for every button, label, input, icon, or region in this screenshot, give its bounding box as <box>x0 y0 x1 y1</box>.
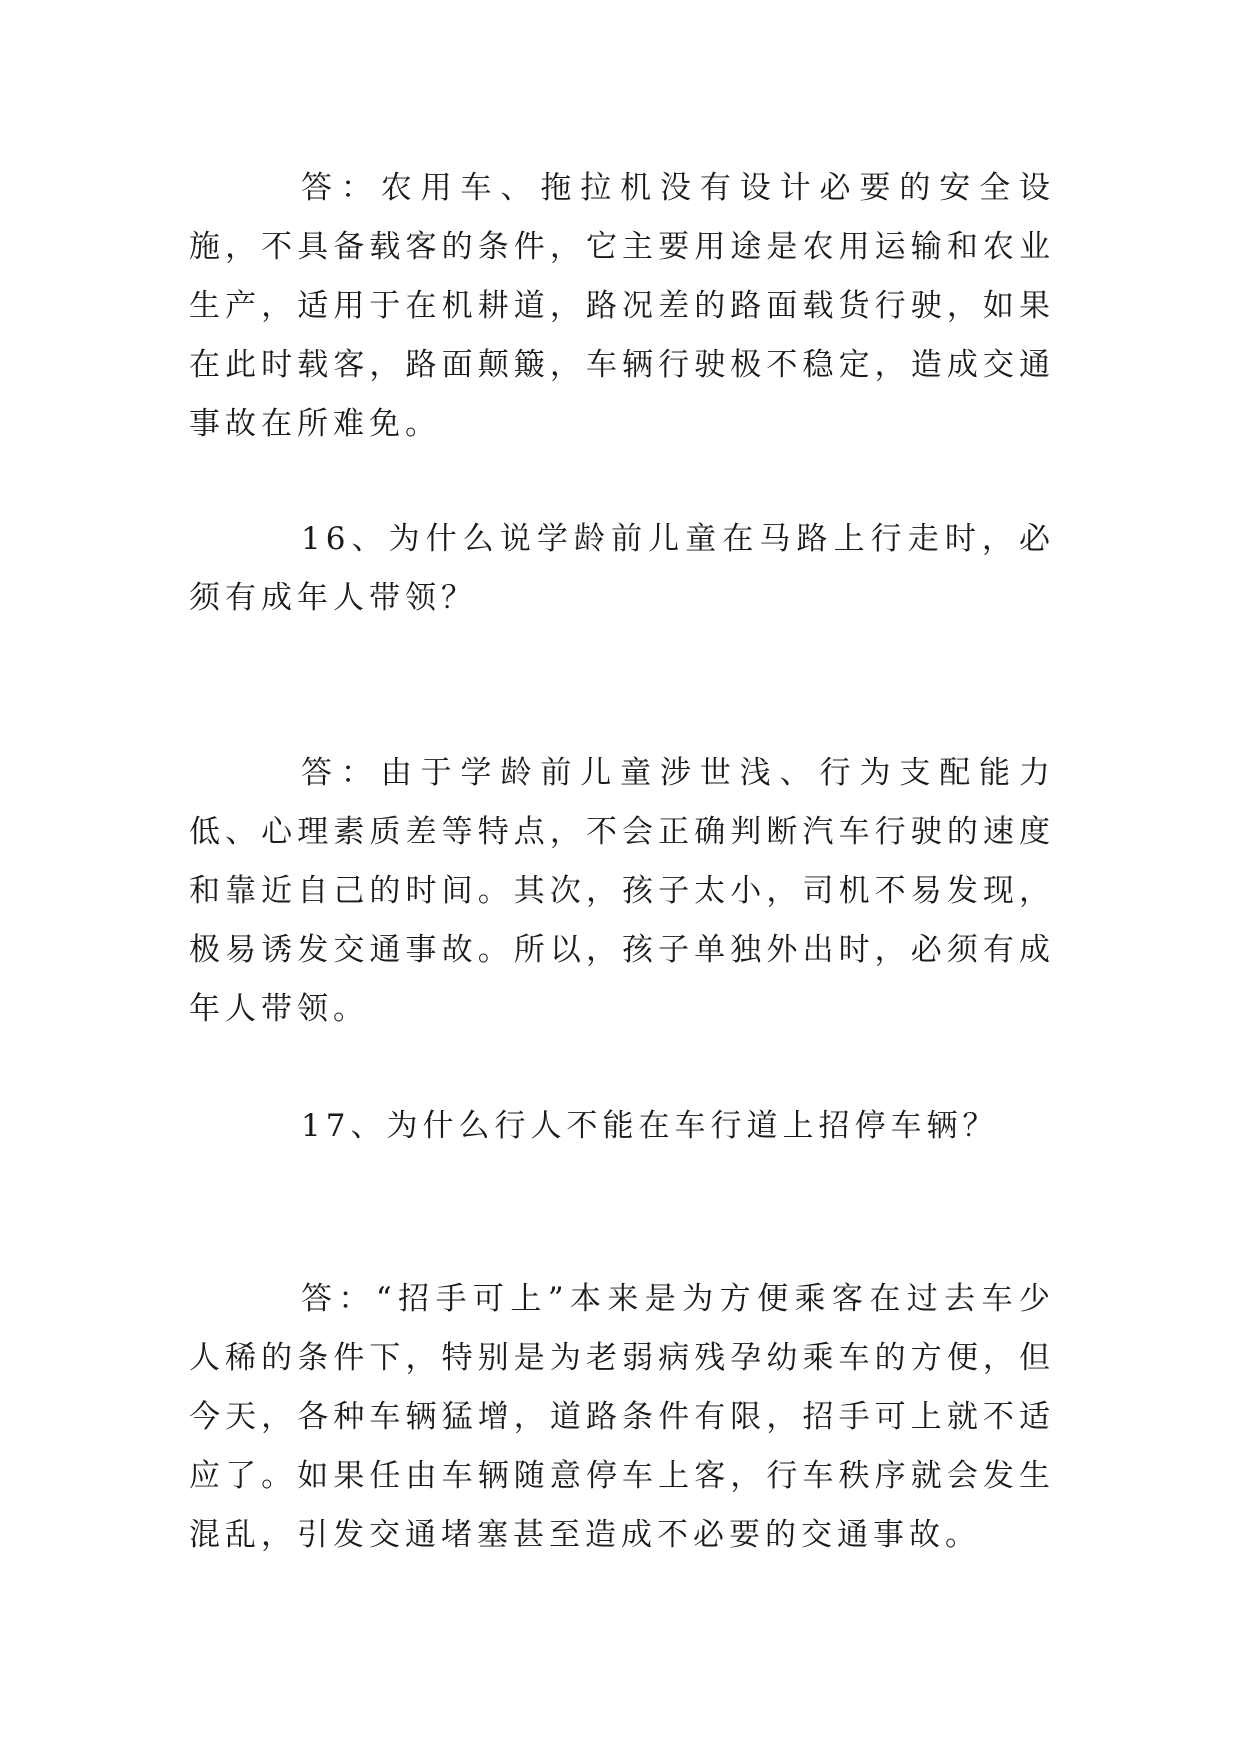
answer-paragraph-16: 答：由于学龄前儿童涉世浅、行为支配能力低、心理素质差等特点，不会正确判断汽车行驶的速度和靠近自己的时间。其次，孩子太小，司机不易发现，极易诱发交通事故。所以，孩子单独外出时，必须有成年人带领。 <box>189 755 1055 1027</box>
question-17-heading: 17、为什么行人不能在车行道上招停车辆？ <box>301 1108 999 1144</box>
answer-paragraph-17: 答：“招手可上”本来是为方便乘客在过去车少人稀的条件下，特别是为老弱病残孕幼乘车的方便，但今天，各种车辆猛增，道路条件有限，招手可上就不适应了。如果任由车辆随意停车上客，行车秩序就会发生混乱，引发交通堵塞甚至造成不必要的交通事故。 <box>189 1281 1055 1553</box>
answer-paragraph-15: 答：农用车、拖拉机没有设计必要的安全设施，不具备载客的条件，它主要用途是农用运输和农业生产，适用于在机耕道，路况差的路面载货行驶，如果在此时载客，路面颠簸，车辆行驶极不稳定，造成交通事故在所难免。 <box>189 170 1055 442</box>
question-16-heading: 16、为什么说学龄前儿童在马路上行走时，必须有成年人带领？ <box>189 521 1055 616</box>
